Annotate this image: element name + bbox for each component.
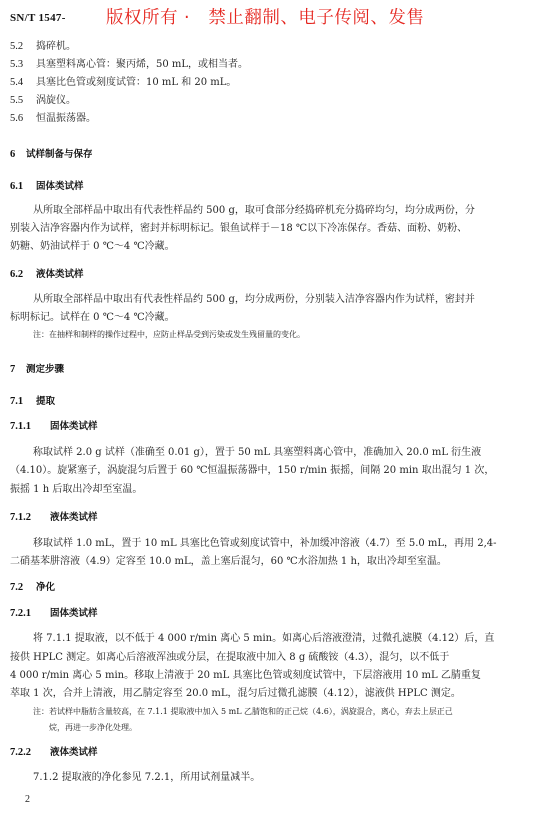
standard-code: SN/T 1547- [10,12,66,24]
section-heading: 7.1 提取 [10,396,56,407]
section-heading: 7.1.1 固体类试样 [10,421,98,432]
note: 烷，再进一步净化处理。 [49,723,137,732]
list-item: 5.3 具塞塑料离心管：聚丙烯，50 mL，或相当者。 [10,59,249,70]
paragraph-line: 萃取 1 次，合并上清液，用乙腈定容至 20.0 mL，混匀后过微孔滤膜（4.12），滤液供 HPLC 测定。 [10,688,461,699]
paragraph-line: 别装入洁净容器内作为试样，密封并标明标记。银鱼试样于－18 ℃以下冷冻保存。香菇、面粉、奶粉、 [10,223,468,234]
paragraph-line: 奶糖、奶油试样于 0 ℃～4 ℃冷藏。 [10,241,175,252]
paragraph-line: 从所取全部样品中取出有代表性样品约 500 g，均分成两份，分别装入洁净容器内作为试样，密封并 [33,294,475,305]
note: 注：在抽样和制样的操作过程中，应防止样品受到污染或发生残留量的变化。 [33,330,305,339]
section-heading: 7.2.2 液体类试样 [10,747,98,758]
section-heading: 7.2.1 固体类试样 [10,608,98,619]
list-item: 5.5 涡旋仪。 [10,95,76,106]
page-number: 2 [25,794,30,805]
list-item: 5.2 捣碎机。 [10,41,76,52]
paragraph-line: 将 7.1.1 提取液，以不低于 4 000 r/min 离心 5 min。如离心后溶液澄清，过微孔滤膜（4.12）后，直 [33,633,495,644]
section-heading: 7.2 净化 [10,582,56,593]
paragraph-line: 4 000 r/min 离心 5 min。移取上清液于 20 mL 具塞比色管或刻度试管中，下层溶液用 10 mL 乙腈重复 [10,670,481,681]
section-heading: 6.1 固体类试样 [10,181,84,192]
paragraph-line: （4.10）。旋紧塞子，涡旋混匀后置于 60 ℃恒温振荡器中，150 r/min 振摇，间隔 20 min 取出混匀 1 次， [10,465,495,476]
paragraph-line: 标明标记。试样在 0 ℃～4 ℃冷藏。 [10,312,175,323]
note: 注：若试样中脂肪含量较高，在 7.1.1 提取液中加入 5 mL 乙腈饱和的正己烷（4.6），涡旋混合，离心，弃去上层正己 [33,707,453,716]
copyright-watermark: 版权所有 · 禁止翻制、电子传阅、发售 [106,8,425,28]
paragraph-line: 从所取全部样品中取出有代表性样品约 500 g，取可食部分经捣碎机充分捣碎均匀，均分成两份，分 [33,205,475,216]
paragraph-line: 振摇 1 h 后取出冷却至室温。 [10,484,143,495]
section-heading: 7.1.2 液体类试样 [10,512,98,523]
paragraph-line: 接供 HPLC 测定。如离心后溶液浑浊或分层，在提取液中加入 8 g 硫酸铵（4.3），混匀，以不低于 [10,652,450,663]
section-heading: 7 测定步骤 [10,364,65,375]
paragraph-line: 7.1.2 提取液的净化参见 7.2.1，所用试剂量减半。 [33,772,261,783]
list-item: 5.4 具塞比色管或刻度试管：10 mL 和 20 mL。 [10,77,237,88]
paragraph-line: 移取试样 1.0 mL，置于 10 mL 具塞比色管或刻度试管中，补加缓冲溶液（4.7）至 5.0 mL，再用 2,4- [33,538,497,549]
section-heading: 6 试样制备与保存 [10,149,93,160]
section-heading: 6.2 液体类试样 [10,269,84,280]
paragraph-line: 称取试样 2.0 g 试样（准确至 0.01 g），置于 50 mL 具塞塑料离心管中，准确加入 20.0 mL 衍生液 [33,447,482,458]
paragraph-line: 二硝基苯肼溶液（4.9）定容至 10.0 mL，盖上塞后混匀，60 ℃水浴加热 1 h，取出冷却至室温。 [10,556,447,567]
list-item: 5.6 恒温振荡器。 [10,113,96,124]
